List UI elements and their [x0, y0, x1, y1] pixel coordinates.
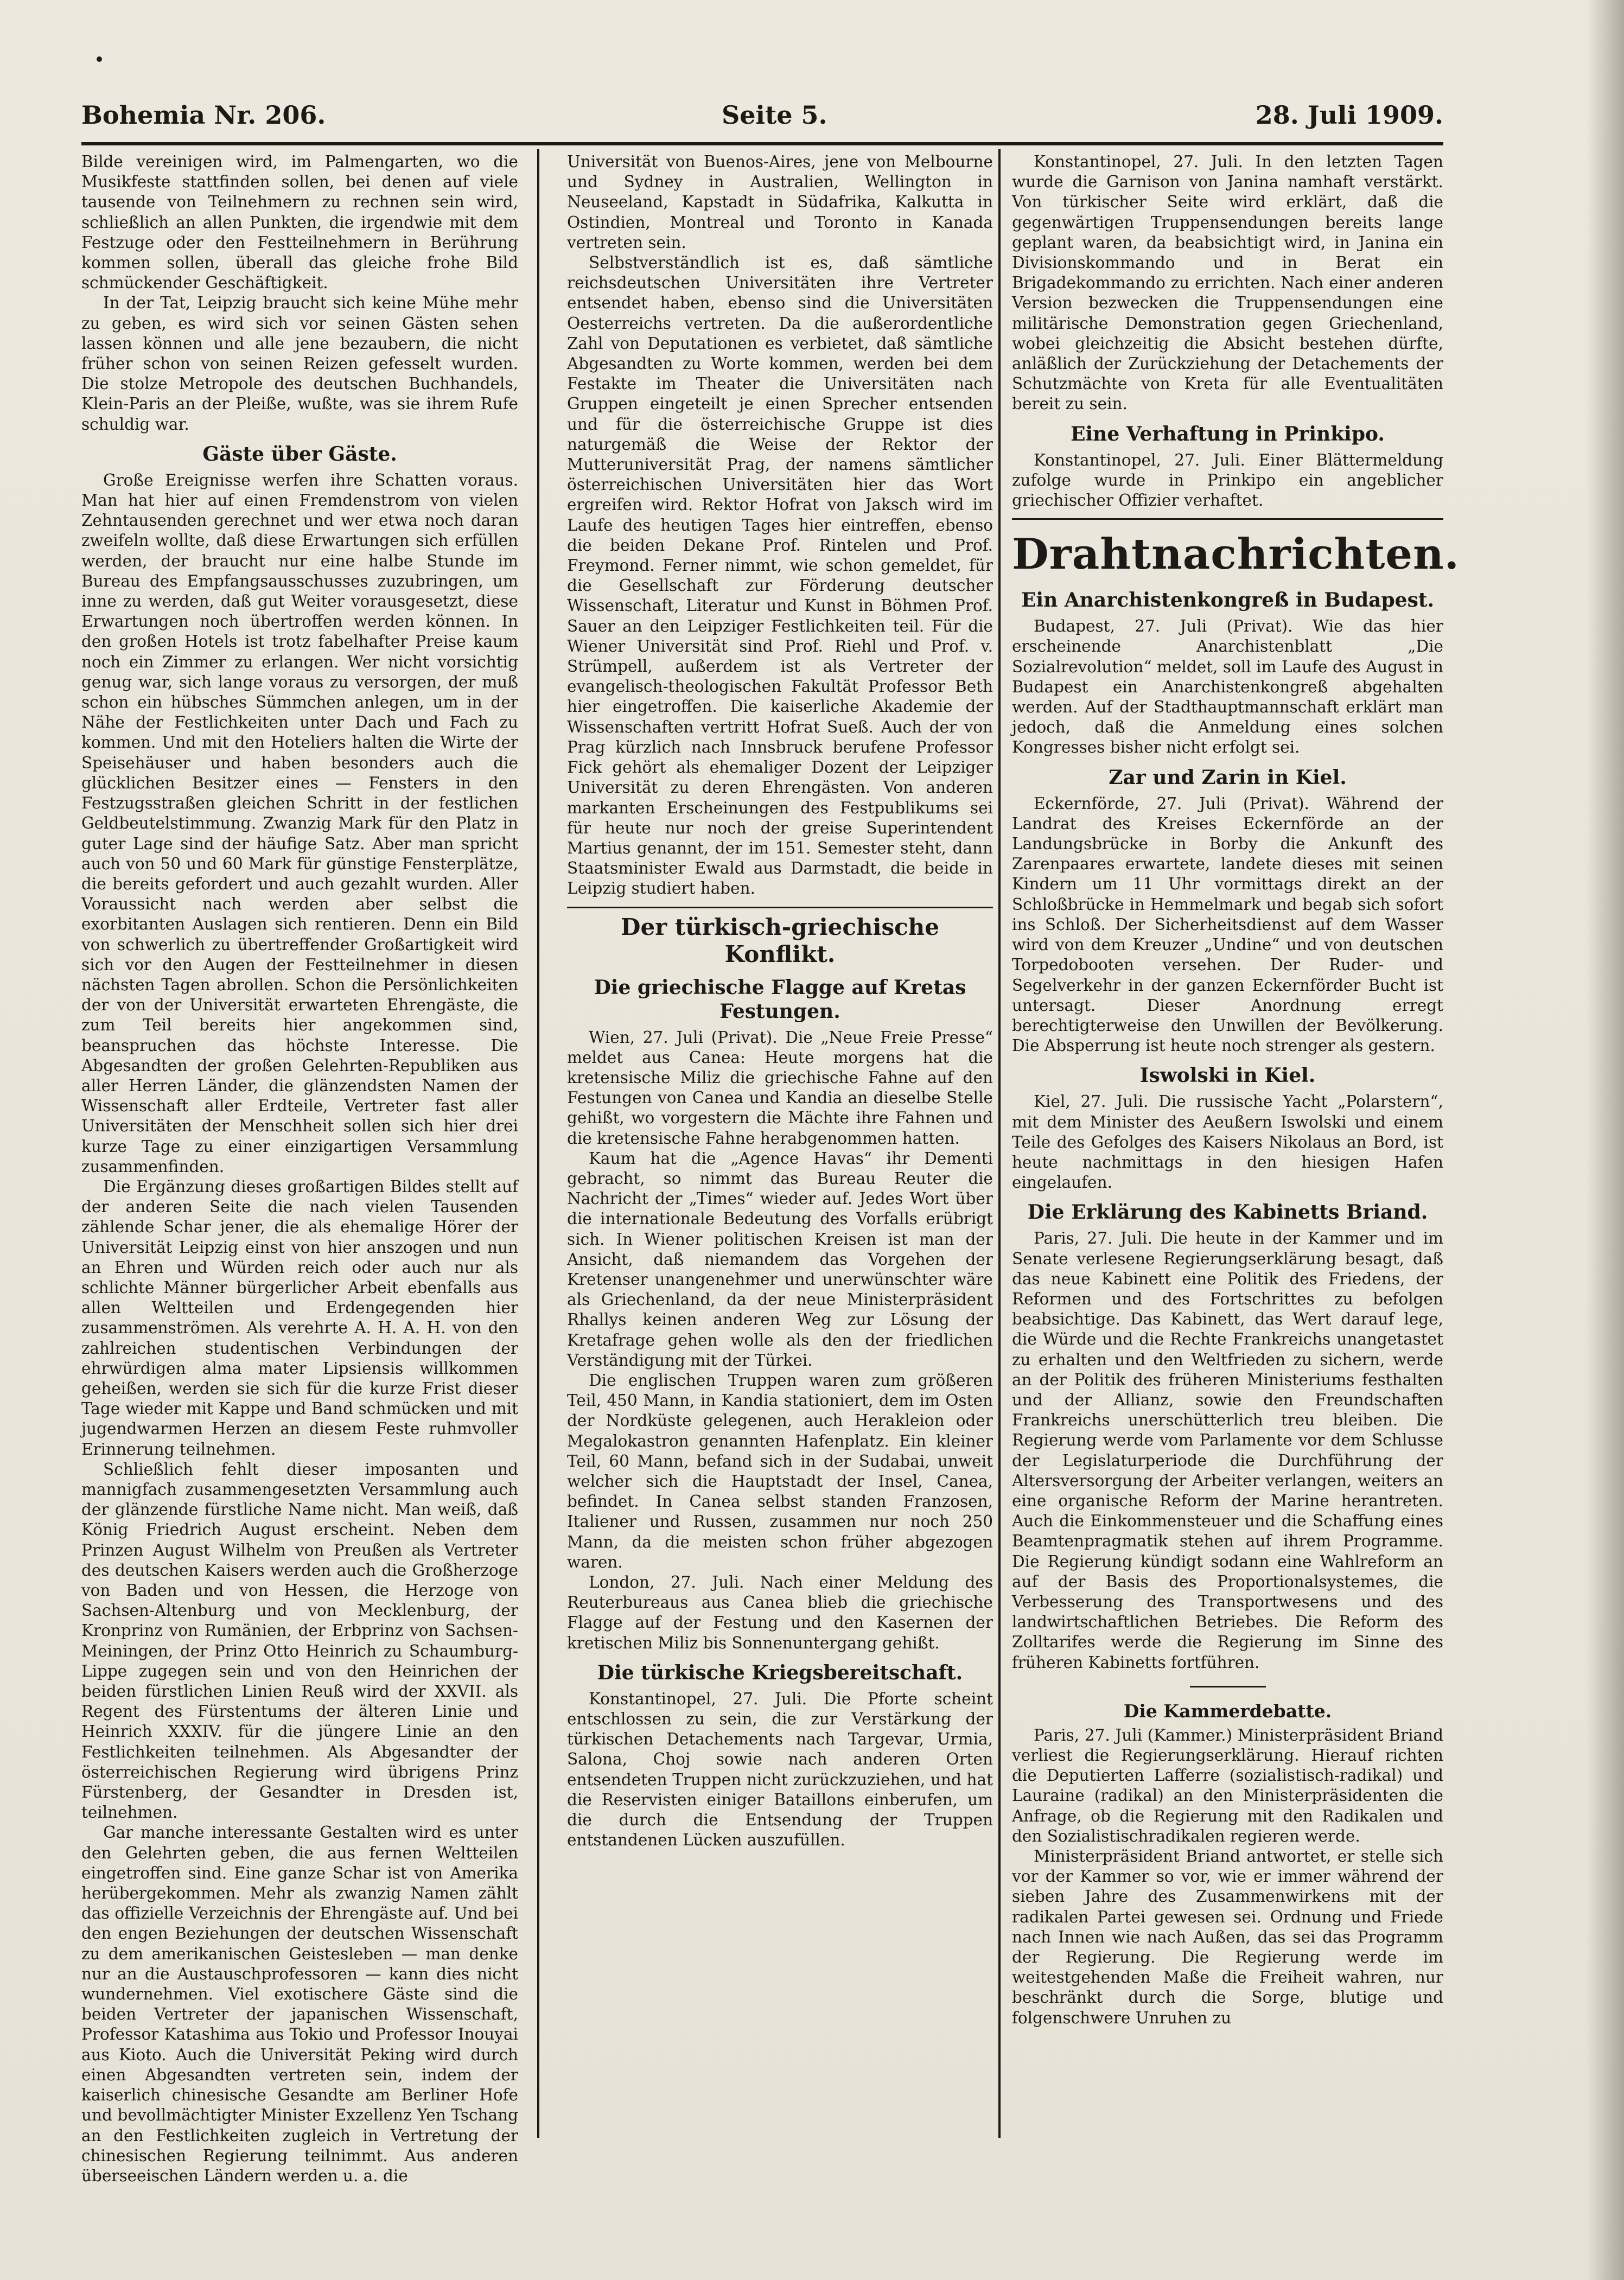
section-heading: Die Erklärung des Kabinetts Briand.	[1027, 1201, 1428, 1224]
paragraph: Schließlich fehlt dieser imposanten und mannigfach zusammengesetzten Versammlung auch der glänzende fürstliche Name nicht. Man weiß, daß König Friedrich August erscheint. Neben dem Prinzen August Wilhelm von Preußen als Vertreter des deutschen Kaisers werden auch die Großherzoge von Baden und von Hessen, die Herzoge von Sachsen-Altenburg und von Mecklenburg, der Kronprinz von Rumänien, der Erbprinz von Sachsen-Meiningen, der Prinz Otto Heinrich zu Schaumburg-Lippe zugegen sein und von den Heinrichen der beiden fürstlichen Linien Reuß wird der XXVII. als Regent des Fürstentums der älteren Linie und Heinrich XXXIV. für die jüngere Linie an den Festlichkeiten teilnehmen. Als Abgesandter der österreichischen Regierung wird übrigens Prinz Fürstenberg, der Gesandter in Dresden ist, teilnehmen.	[81, 1460, 518, 1822]
paragraph: Ministerpräsident Briand antwortet, er stelle sich vor der Kammer so vor, wie er immer während der sieben Jahre des Zusammenwirkens mit der radikalen Partei gewesen sei. Ordnung und Friede nach Innen wie nach Außen, das sei das Programm der Regierung. Die Regierung werde im weitestgehenden Maße die Freiheit wahren, nur beschränkt durch die Sorge, blutige und folgenschwere Unruhen zu	[1012, 1847, 1443, 2027]
paragraph: Selbstverständlich ist es, daß sämtliche reichsdeutschen Universitäten ihre Vertreter entsendet haben, ebenso sind die Universitäten Oesterreichs vertreten. Da die außerordentliche Zahl von Deputationen es verbietet, daß sämtliche Abgesandten zu Worte kommen, werden bei dem Festakte im Theater die Universitäten nach Gruppen eingeteilt je einen Sprecher entsenden und für die österreichische Gruppe ist dies naturgemäß die Weise der Rektor der Mutteruniversität Prag, der namens sämtlicher österreichischen Universitäten hier das Wort ergreifen wird. Rektor Hofrat von Jaksch wird im Laufe des heutigen Tages hier eintreffen, ebenso die beiden Dekane Prof. Rintelen und Prof. Freymond. Ferner nimmt, wie schon gemeldet, für die Gesellschaft zur Förderung deutscher Wissenschaft, Literatur und Kunst in Böhmen Prof. Sauer an den Leipziger Festlichkeiten teil. Für die Wiener Universität sind Prof. Riehl und Prof. v. Strümpell, außerdem ist als Vertreter der evangelisch-theologischen Fakultät Professor Beth hier eingetroffen. Die kaiserliche Akademie der Wissenschaften vertritt Hofrat Sueß. Auch der von Prag kürzlich nach Innsbruck berufene Professor Fick gehört als ehemaliger Dozent der Leipziger Universität zu deren Ehrengästen. Von anderen markanten Erscheinungen des Festpublikums sei für heute nur noch der greise Superintendent Martius genannt, der im 151. Semester steht, dann Staatsminister Ewald aus Darmstadt, die beide in Leipzig studiert haben.	[567, 253, 993, 898]
section-rule	[1012, 518, 1443, 520]
header-rule	[81, 142, 1443, 145]
paragraph: Eckernförde, 27. Juli (Privat). Während der Landrat des Kreises Eckernförde an der Landungsbrücke in Borby die Ankunft des Zarenpaares erwartete, landete dieses mit seinen Kindern um 11 Uhr vormittags direkt an der Schloßbrücke in Hemmelmark und begab sich sofort ins Schloß. Der Sicherheitsdienst auf dem Wasser wird von dem Kreuzer „Undine“ und von deutschen Torpedobooten versehen. Der Ruder- und Segelverkehr in der ganzen Eckernförder Bucht ist untersagt. Dieser Anordnung erregt berechtigterweise den Unwillen der Bevölkerung. Die Absperrung ist heute noch strenger als gestern.	[1012, 794, 1443, 1055]
header-date: 28. Juli 1909.	[1255, 100, 1443, 130]
section-subheading: Die Kammerdebatte.	[1123, 1700, 1332, 1722]
article-title: Der türkisch-griechische Konflikt.	[621, 913, 939, 967]
paragraph: In der Tat, Leipzig braucht sich keine Mühe mehr zu geben, es wird sich vor seinen Gästen sehen lassen können und alle jene bezaubern, die nicht früher schon von seinen Reizen gefesselt wurden. Die stolze Metropole des deutschen Buchhandels, Klein-Paris an der Pleiße, wußte, was sie ihrem Rufe schuldig war.	[81, 294, 518, 434]
ink-speck	[97, 56, 102, 62]
section-heading: Iswolski in Kiel.	[1139, 1064, 1316, 1087]
paragraph: Konstantinopel, 27. Juli. In den letzten Tagen wurde die Garnison von Janina namhaft verstärkt. Von türkischer Seite wird erklärt, daß die gegenwärtigen Truppensendungen bereits lange geplant waren, da beabsichtigt wird, in Janina ein Divisionskommando und in Berat ein Brigadekommando zu errichten. Nach einer anderen Version bezwecken die Truppensendungen eine militärische Demonstration gegen Griechenland, wobei gleichzeitig die Absicht bestehen dürfte, anläßlich der Zurückziehung der Detachements der Schutzmächte von Kreta für alle Eventualitäten bereit zu sein.	[1012, 152, 1443, 413]
section-heading: Eine Verhaftung in Prinkipo.	[1071, 422, 1385, 445]
page-header	[81, 100, 1443, 138]
section-heading: Die türkische Kriegsbereitschaft.	[597, 1661, 963, 1684]
paragraph: Bilde vereinigen wird, im Palmengarten, wo die Musikfeste stattfinden sollen, bei denen auf viele tausende von Teilnehmern zu rechnen sein wird, schließlich an allen Punkten, die irgendwie mit dem Festzuge oder den Festteilnehmern in Berührung kommen sollen, überall das gleiche frohe Bild schmückender Geschäftigkeit.	[81, 152, 518, 292]
page-edge-shadow	[1586, 0, 1624, 2280]
paragraph: Die Ergänzung dieses großartigen Bildes stellt auf der anderen Seite die nach vielen Tausenden zählende Schar jener, die als ehemalige Hörer der Universität Leipzig einst von hier anszogen und nun an Ehren und Würden reich oder auch nur als schlichte Männer bürgerlicher Arbeit ebenfalls aus allen Weltteilen und Erdengegenden hier zusammenströmen. Als verehrte A. H. A. H. von den zahlreichen studentischen Verbindungen der ehrwürdigen alma mater Lipsiensis willkommen geheißen, werden sie sich für die kurze Frist dieser Tage wieder mit Kappe und Band schmücken und mit jugendwarmen Herzen an diesem Feste ruhmvoller Erinnerung teilnehmen.	[81, 1177, 518, 1459]
paragraph: Gar manche interessante Gestalten wird es unter den Gelehrten geben, die aus fernen Weltteilen eingetroffen sind. Eine ganze Schar ist von Amerika herübergekommen. Mehr als zwanzig Namen zählt das offizielle Verzeichnis der Ehrengäste auf. Und bei den engen Beziehungen der deutschen Wissenschaft zu dem amerikanischen Geistesleben — man denke nur an die Austauschprofessoren — kann dies nicht wundernehmen. Viel exotischere Gäste sind die beiden Vertreter der japanischen Wissenschaft, Professor Katashima aus Tokio und Professor Inouyai aus Kioto. Auch die Universität Peking wird durch einen Abgesandten vertreten sein, indem der kaiserlich chinesische Gesandte am Berliner Hofe und bevollmächtigter Minister Exzellenz Yen Tschang an den Festlichkeiten zugleich in Vertretung der chinesischen Regierung teilnimmt. Aus anderen überseeischen Ländern werden u. a. die	[81, 1823, 518, 2185]
paragraph: Konstantinopel, 27. Juli. Die Pforte scheint entschlossen zu sein, die zur Verstärkung der türkischen Detachements nach Targevar, Urmia, Salona, Choj sowie nach anderen Orten entsendeten Truppen nicht zurückzuziehen, und hat die Reservisten einiger Bataillons einberufen, um die durch die Entsendung der Truppen entstandenen Lücken auszufüllen.	[567, 1689, 993, 1850]
column-1	[81, 152, 518, 2186]
paragraph: Wien, 27. Juli (Privat). Die „Neue Freie Presse“ meldet aus Canea: Heute morgens hat die kretensische Miliz die griechische Fahne auf den Festungen von Canea und Kandia an dieselbe Stelle gehißt, wo vorgestern die Mächte ihre Fahnen und die kretensische Fahne herabgenommen hatten.	[567, 1028, 993, 1148]
header-page-number: Seite 5.	[722, 100, 827, 130]
section-masthead: Drahtnachrichten.	[1012, 530, 1460, 579]
column-2	[567, 152, 993, 1850]
section-heading: Zar und Zarin in Kiel.	[1109, 766, 1347, 789]
paragraph: Paris, 27. Juli. Die heute in der Kammer und im Senate verlesene Regierungserklärung besagt, daß das neue Kabinett eine Politik des Friedens, der Reformen und des Fortschrittes zu befolgen beabsichtige. Das Kabinett, das Wert darauf lege, die Würde und die Rechte Frankreichs unangetastet zu erhalten und den Weltfrieden zu sichern, werde an der Politik des früheren Ministeriums festhalten und der Allianz, sowie den Freundschaften Frankreichs unerschütterlich treu bleiben. Die Regierung werde vom Parlamente vor dem Schlusse der Legislaturperiode die Durchführung der Altersversorgung der Arbeiter verlangen, weiters an eine organische Reform der Marine herantreten. Auch die Einkommensteuer und die Schaffung eines Beamtenpragmatik stehen auf ihrem Programme. Die Regierung kündigt sodann eine Wahlreform an auf der Basis des Proportionalsystemes, die Verbesserung des Transportwesens und des landwirtschaftlichen Betriebes. Die Reform des Zolltarifes werde die Regierung im Sinne des früheren Kabinetts fortführen.	[1012, 1229, 1443, 1672]
paragraph: Budapest, 27. Juli (Privat). Wie das hier erscheinende Anarchistenblatt „Die Sozialrevolution“ meldet, soll im Laufe des August in Budapest ein Anarchistenkongreß abgehalten werden. Auf der Stadthauptmannschaft erklärt man jedoch, daß die Anmeldung eines solchen Kongresses bisher nicht erfolgt sei.	[1012, 617, 1443, 757]
paragraph: Kiel, 27. Juli. Die russische Yacht „Polarstern“, mit dem Minister des Aeußern Iswolski und einem Teile des Gefolges des Kaisers Nikolaus an Bord, ist heute nachmittags in den hiesigen Hafen eingelaufen.	[1012, 1092, 1443, 1192]
column-rule-1	[537, 149, 539, 2138]
section-rule	[567, 907, 993, 908]
column-rule-2	[998, 149, 1001, 2138]
section-heading: Gäste über Gäste.	[202, 442, 397, 466]
header-newspaper: Bohemia Nr. 206.	[81, 100, 326, 130]
paragraph: Universität von Buenos-Aires, jene von Melbourne und Sydney in Australien, Wellington in Neuseeland, Kapstadt in Südafrika, Kalkutta in Ostindien, Montreal und Toronto in Kanada vertreten sein.	[567, 152, 993, 252]
paragraph: Die englischen Truppen waren zum größeren Teil, 450 Mann, in Kandia stationiert, dem im Osten der Nordküste gelegenen, auch Herakleion oder Megalokastron genannten Hafenplatz. Ein kleiner Teil, 60 Mann, befand sich in der Sudabai, unweit welcher sich die Hauptstadt der Insel, Canea, befindet. In Canea selbst standen Franzosen, Italiener und Russen, zusammen nur noch 250 Mann, da die meisten schon früher abgezogen waren.	[567, 1371, 993, 1571]
paragraph: Paris, 27. Juli (Kammer.) Ministerpräsident Briand verliest die Regierungserklärung. Hierauf richten die Deputierten Lafferre (sozialistisch-radikal) und Lauraine (radikal) an den Ministerpräsidenten die Anfrage, ob die Regierung mit den Radikalen und den Sozialistischradikalen regieren werde.	[1012, 1725, 1443, 1845]
article-subtitle: Die griechische Flagge auf Kretas Festungen.	[594, 976, 966, 1023]
paragraph: Kaum hat die „Agence Havas“ ihr Dementi gebracht, so nimmt das Bureau Reuter die Nachricht der „Times“ wieder auf. Jedes Wort über die internationale Bedeutung des Vorfalls erübrigt sich. In Wiener politischen Kreisen ist man der Ansicht, daß niemandem das Vorgehen der Kretenser unangenehmer und unerwünschter wäre als Griechenland, da der neue Ministerpräsident Rhallys keinen anderen Weg zur Lösung der Kretafrage gehen wolle als den der friedlichen Verständigung mit der Türkei.	[567, 1149, 993, 1370]
column-3	[1012, 152, 1460, 2028]
section-divider	[1190, 1686, 1266, 1687]
section-heading: Ein Anarchistenkongreß in Budapest.	[1021, 589, 1434, 612]
paragraph: London, 27. Juli. Nach einer Meldung des Reuterbureaus aus Canea blieb die griechische Flagge auf der Festung und den Kasernen der kretischen Miliz bis Sonnenuntergang gehißt.	[567, 1573, 993, 1652]
paragraph: Große Ereignisse werfen ihre Schatten voraus. Man hat hier auf einen Fremdenstrom von vielen Zehntausenden gerechnet und wer etwa noch daran zweifeln wollte, daß diese Erwartungen sich erfüllen werden, der braucht nur eine halbe Stunde im Bureau des Empfangsausschusses zuzubringen, um inne zu werden, daß gut Weiter vorausgesetzt, diese Erwartungen noch übertroffen werden können. In den großen Hotels ist trotz fabelhafter Preise kaum noch ein Zimmer zu erlangen. Wer nicht vorsichtig genug war, sich lange voraus zu versorgen, der muß schon ein hübsches Sümmchen anlegen, um in der Nähe der Festlichkeiten unter Dach und Fach zu kommen. Und mit den Hoteliers halten die Wirte der Speisehäuser und haben besonders auch die glücklichen Besitzer eines — Fensters in den Festzugsstraßen gleichen Schritt in der festlichen Geldbeutelstimmung. Zwanzig Mark für den Platz in guter Lage sind der häufige Satz. Aber man spricht auch von 50 und 60 Mark für günstige Fensterplätze, die bereits gefordert und auch gezahlt wurden. Aller Voraussicht nach werden aber selbst die exorbitanten Auslagen sich rentieren. Denn ein Bild von schwerlich zu übertreffender Großartigkeit wird sich vor den Augen der Festteilnehmer in diesen nächsten Tagen abrollen. Schon die Persönlichkeiten der von der Universität erwarteten Ehrengäste, die zum Teil bereits hier angekommen sind, beanspruchen das höchste Interesse. Die Abgesandten der großen Gelehrten-Republiken aus aller Herren Länder, die glänzendsten Namen der Wissenschaft aller Erdteile, Vertreter fast aller Universitäten der Menschheit sollen sich hier drei kurze Tage zu einer einzigartigen Versammlung zusammenfinden.	[81, 470, 518, 1176]
paragraph: Konstantinopel, 27. Juli. Einer Blättermeldung zufolge wurde in Prinkipo ein angeblicher griechischer Offizier verhaftet.	[1012, 450, 1443, 510]
